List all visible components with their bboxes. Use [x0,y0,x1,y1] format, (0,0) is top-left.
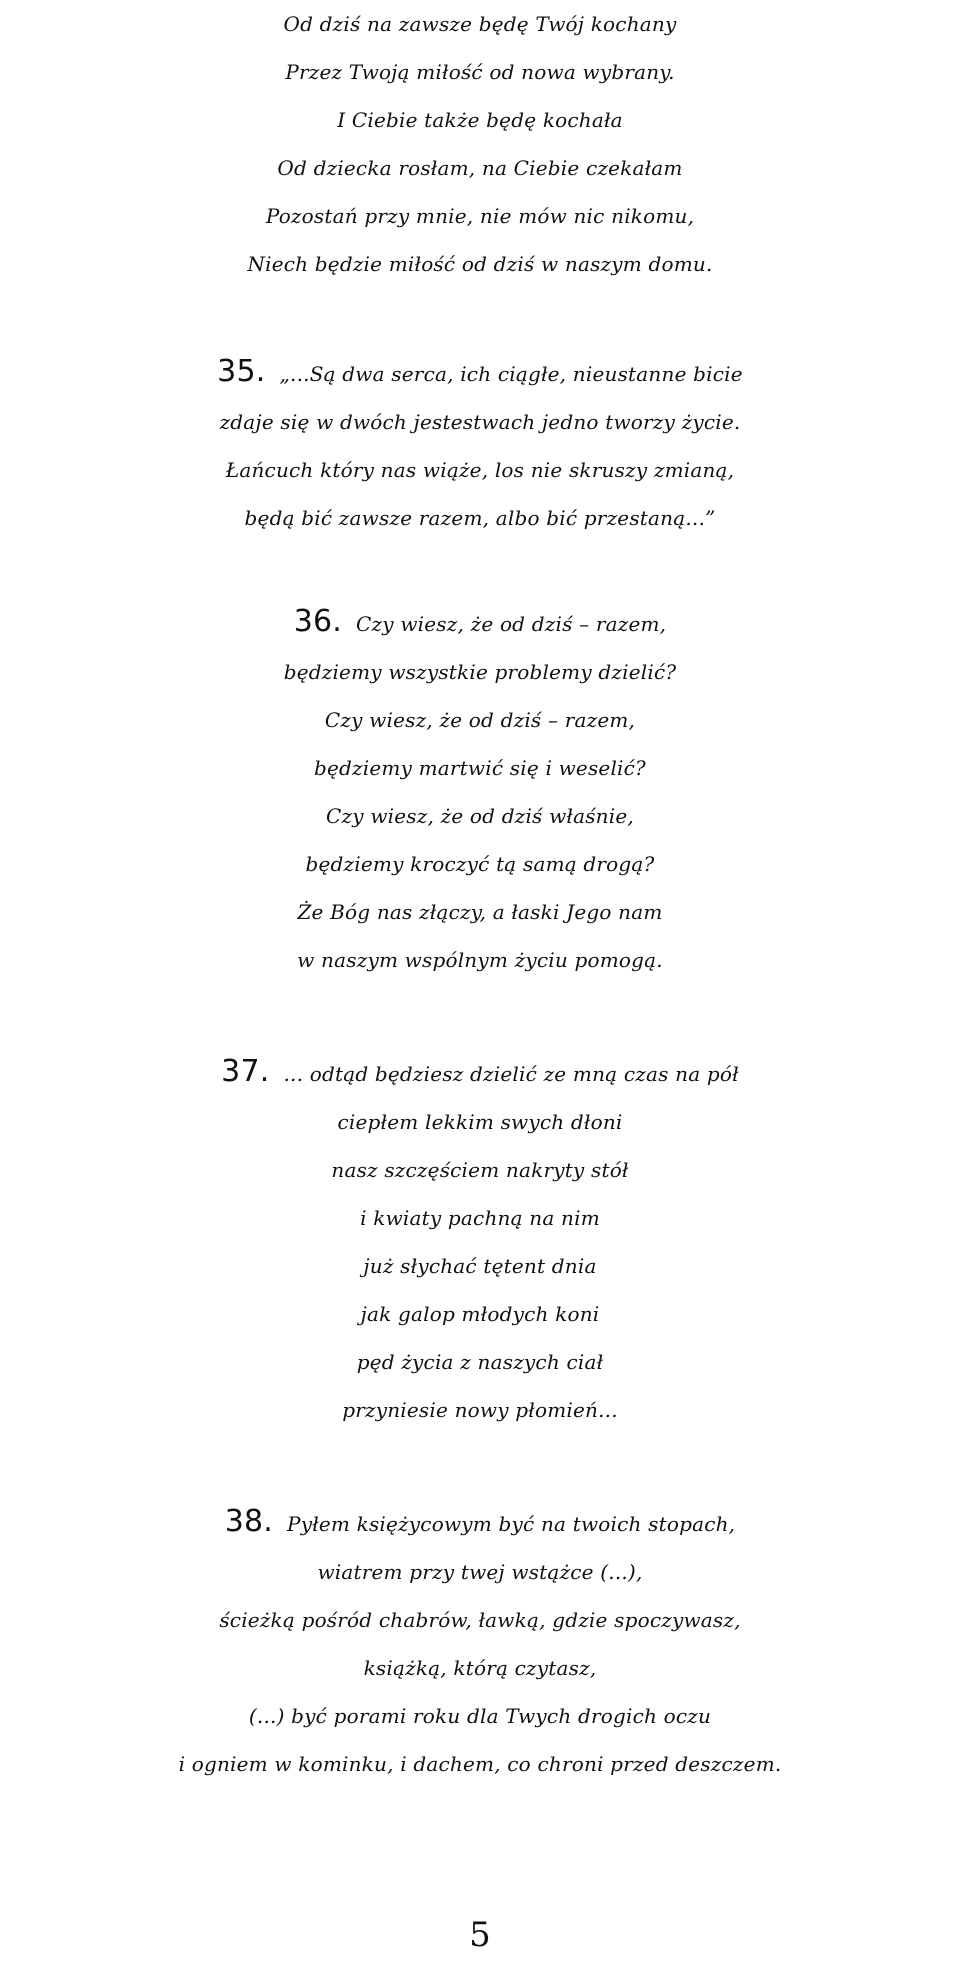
poem-line: Od dziecka rosłam, na Ciebie czekałam [277,156,683,180]
poem-line: I Ciebie także będę kochała [337,108,623,132]
poem-line: Pozostań przy mnie, nie mów nic nikomu, [265,204,695,228]
poem-line: będziemy martwić się i weselić? [314,756,646,780]
poem-line-text: Pyłem księżycowym być na twoich stopach, [287,1512,736,1536]
poem-line-text: „...Są dwa serca, ich ciągłe, nieustanne bicie [279,362,743,386]
poem-line: Że Bóg nas złączy, a łaski Jego nam [297,900,663,924]
poem-line: przyniesie nowy płomień... [342,1398,618,1422]
poem-line: książką, którą czytasz, [363,1656,597,1680]
poem-line [0,598,960,648]
poem-number: 36. [293,604,343,639]
poem-35 [0,348,960,542]
poem-line: będziemy kroczyć tą samą drogą? [305,852,655,876]
poem-number: 35. [217,354,266,389]
poem-line [0,1048,960,1098]
poem-line: w naszym wspólnym życiu pomogą. [297,948,663,972]
poem-36 [0,598,960,984]
poem-line: wiatrem przy twej wstążce (...), [317,1560,643,1584]
poem-line-text: ... odtąd będziesz dzielić ze mną czas na pół [283,1062,739,1086]
poem-line: i kwiaty pachną na nim [360,1206,600,1230]
intro-stanza [0,0,960,288]
poem-line-text: Czy wiesz, że od dziś – razem, [356,612,667,636]
poem-line: nasz szczęściem nakryty stół [331,1158,629,1182]
poem-38 [0,1498,960,1788]
poem-line: i ogniem w kominku, i dachem, co chroni przed deszczem. [178,1752,782,1776]
poem-line: (...) być porami roku dla Twych drogich oczu [248,1704,712,1728]
poem-line: Czy wiesz, że od dziś właśnie, [326,804,634,828]
poem-37 [0,1048,960,1434]
poem-line: ścieżką pośród chabrów, ławką, gdzie spoczywasz, [219,1608,741,1632]
poem-number: 37. [221,1054,270,1089]
poem-line [0,348,960,398]
poem-line: będziemy wszystkie problemy dzielić? [283,660,677,684]
poem-line: już słychać tętent dnia [363,1254,597,1278]
page-number: 5 [469,1915,491,1955]
poem-line: pęd życia z naszych ciał [356,1350,604,1374]
poem-line: zdaje się w dwóch jestestwach jedno tworzy życie. [219,410,741,434]
poem-line: Niech będzie miłość od dziś w naszym domu. [247,252,713,276]
poem-line: Od dziś na zawsze będę Twój kochany [283,12,677,36]
poem-line: jak galop młodych koni [360,1302,600,1326]
poem-line: Czy wiesz, że od dziś – razem, [324,708,636,732]
poem-line: ciepłem lekkim swych dłoni [337,1110,623,1134]
poem-line: Łańcuch który nas wiąże, los nie skruszy zmianą, [225,458,735,482]
poem-line: Przez Twoją miłość od nowa wybrany. [285,60,675,84]
poem-number: 38. [224,1504,274,1539]
poem-line: będą bić zawsze razem, albo bić przestaną...” [244,506,716,530]
poem-line [0,1498,960,1548]
